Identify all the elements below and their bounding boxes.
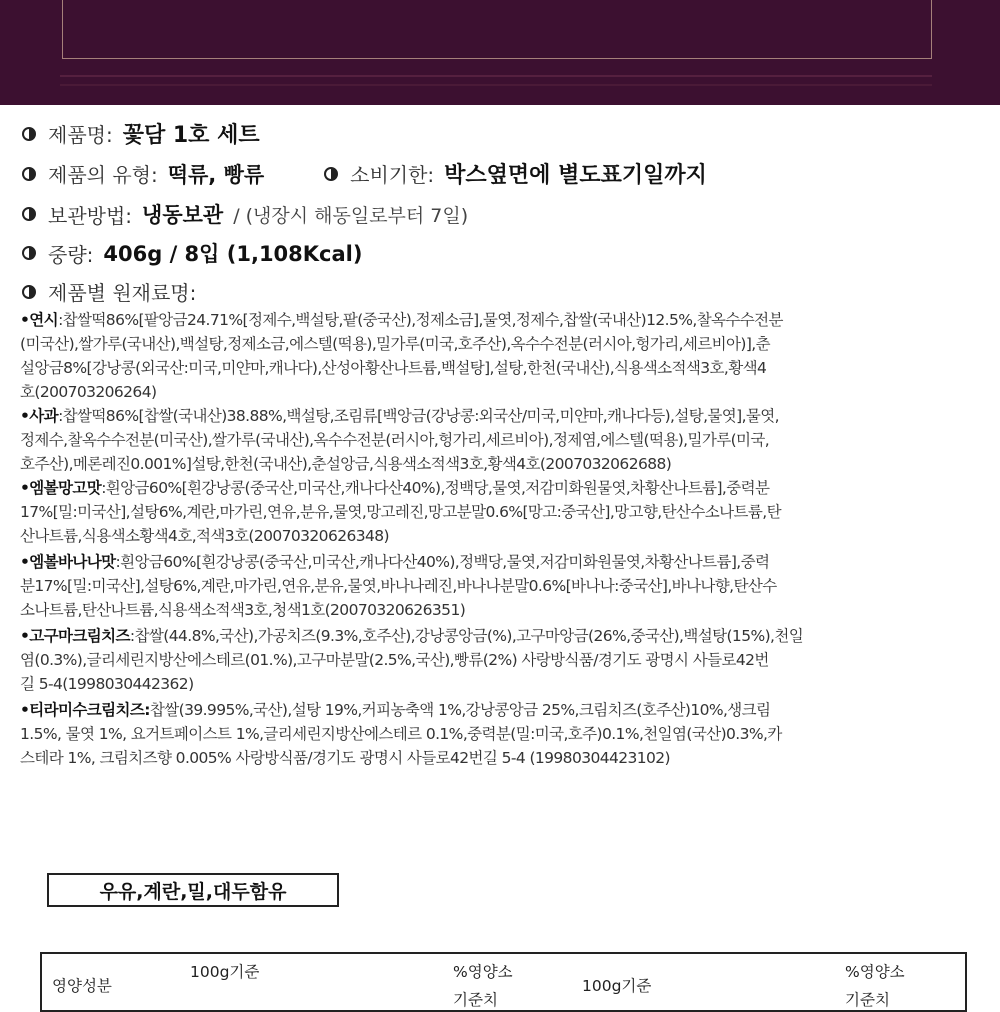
ingredient-item xyxy=(20,404,978,476)
ingredient-line xyxy=(20,524,978,548)
ingredient-text: 산나트륨,식용색소황색4호,적색3호(20070320626348) xyxy=(20,527,389,545)
ingredient-line xyxy=(20,380,978,404)
expiry-label: 소비기한: xyxy=(350,163,435,187)
ingredient-line xyxy=(20,356,978,380)
ingredient-text: 17%[밀:미국산],설탕6%,계란,마가린,연유,분유,물엿,망고레진,망고분말0.6%[망고:중국산],망고향,탄산수소나트륨,탄 xyxy=(20,503,781,521)
ingredient-text: 찹쌀(39.995%,국산),설탕 19%,커피농축액 1%,강낭콩앙금 25%,크림치즈(호주산)10%,생크림 xyxy=(149,701,771,719)
product-type-value: 떡류, 빵류 xyxy=(167,162,265,187)
ingredient-text: (미국산),쌀가루(국내산),백설탕,정제소금,에스텔(떡용),밀가루(미국,호주산),옥수수전분(러시아,헝가리,세르비아)],춘 xyxy=(20,335,770,353)
ingredient-text: :흰앙금60%[흰강낭콩(중국산,미국산,캐나다산40%),정백당,물엿,저감미화원물엿,차황산나트륨],중력분 xyxy=(101,479,770,497)
half-circle-bullet-icon xyxy=(22,127,36,141)
ingredient-text: 분17%[밀:미국산],설탕6%,계란,마가린,연유,분유,물엿,바나나레진,바나나분말0.6%[바나나:중국산],바나나향,탄산수 xyxy=(20,577,777,595)
banner-frame xyxy=(62,0,932,59)
weight-value: 406g / 8입 (1,108Kcal) xyxy=(103,242,363,266)
storage-note: / (냉장시 해동일로부터 7일) xyxy=(233,204,469,227)
ingredient-item xyxy=(20,308,978,404)
banner-divider xyxy=(60,75,932,77)
ingredient-text: :찹쌀떡86%[찹쌀(국내산)38.88%,백설탕,조림류[백앙금(강낭콩:외국산/미국,미얀마,캐나다등),설탕,물엿],물엿, xyxy=(58,407,780,425)
ingredient-text: :찹쌀떡86%[팥앙금24.71%[정제수,백설탕,팥(중국산),정제소금],물엿,정제수,찹쌀(국내산)12.5%,찰옥수수전분 xyxy=(58,311,783,329)
header-banner xyxy=(0,0,1000,105)
nutrition-header-cell: 100g기준 xyxy=(582,977,652,995)
ingredient-line xyxy=(20,722,978,746)
weight-row xyxy=(22,238,362,268)
half-circle-bullet-icon xyxy=(324,167,338,181)
ingredient-name: •사과 xyxy=(20,407,59,425)
ingredient-name: •엠볼망고맛 xyxy=(20,479,102,497)
nutrition-header-cell: %영양소 xyxy=(845,963,905,981)
ingredient-text: 1.5%, 물엿 1%, 요거트페이스트 1%,글리세린지방산에스테르 0.1%,중력분(밀:미국,호주)0.1%,천일염(국산)0.3%,카 xyxy=(20,725,782,743)
weight-label: 중량: xyxy=(48,242,94,267)
storage-label: 보관방법: xyxy=(48,203,133,228)
ingredient-text: :찹쌀(44.8%,국산),가공치즈(9.3%,호주산),강낭콩앙금(%),고구마앙금(26%,중국산),백설탕(15%),천일 xyxy=(129,627,804,645)
product-type-label: 제품의 유형: xyxy=(48,163,158,187)
ingredient-line xyxy=(20,476,978,500)
ingredient-line xyxy=(20,672,978,696)
half-circle-bullet-icon xyxy=(22,285,36,299)
product-name-label: 제품명: xyxy=(48,123,113,147)
ingredient-text: 염(0.3%),글리세린지방산에스테르(01.%),고구마분말(2.5%,국산),빵류(2%) 사랑방식품/경기도 광명시 사들로42번 xyxy=(20,651,769,669)
nutrition-header-cell: 기준치 xyxy=(845,991,890,1009)
nutrition-table xyxy=(40,952,967,1012)
product-type-row xyxy=(22,158,707,189)
ingredient-name: •엠볼바나나맛 xyxy=(20,553,116,571)
half-circle-bullet-icon xyxy=(22,246,36,260)
ingredient-text: 소나트륨,탄산나트륨,식용색소적색3호,청색1호(20070320626351) xyxy=(20,601,466,619)
allergen-box xyxy=(47,873,339,907)
ingredient-name: •티라미수크림치즈: xyxy=(20,701,150,719)
ingredient-line xyxy=(20,598,978,622)
nutrition-header-cell: 100g기준 xyxy=(190,963,260,981)
ingredients-list xyxy=(20,308,978,770)
ingredient-name: •연시 xyxy=(20,311,59,329)
ingredient-name: •고구마크림치즈 xyxy=(20,627,130,645)
ingredient-line xyxy=(20,746,978,770)
product-name-row xyxy=(22,118,260,149)
ingredient-line xyxy=(20,624,978,648)
expiry-value: 박스옆면에 별도표기일까지 xyxy=(444,163,707,188)
ingredient-text: 스테라 1%, 크림치즈향 0.005% 사랑방식품/경기도 광명시 사들로42번길 5-4 (19980304423102) xyxy=(20,749,671,767)
half-circle-bullet-icon xyxy=(22,207,36,221)
nutrition-header-cell: 기준치 xyxy=(453,991,498,1009)
ingredients-heading: 제품별 원재료명: xyxy=(48,281,197,305)
ingredient-text: 설앙금8%[강낭콩(외국산:미국,미얀마,캐나다),산성아황산나트륨,백설탕],설탕,한천(국내산),식용색소적색3호,황색4 xyxy=(20,359,767,377)
banner-divider xyxy=(60,84,932,86)
nutrition-header-cell: 영양성분 xyxy=(52,977,112,995)
ingredient-text: :흰앙금60%[흰강낭콩(중국산,미국산,캐나다산40%),정백당,물엿,저감미화원물엿,차황산나트륨],중력 xyxy=(115,553,770,571)
ingredient-line xyxy=(20,404,978,428)
storage-row xyxy=(22,199,468,229)
half-circle-bullet-icon xyxy=(22,167,36,181)
ingredient-item xyxy=(20,698,978,770)
ingredient-text: 호(200703206264) xyxy=(20,383,157,401)
product-name-value: 꽃담 1호 세트 xyxy=(122,123,260,148)
ingredient-item xyxy=(20,624,978,696)
allergen-text: 우유,계란,밀,대두함유 xyxy=(99,880,287,903)
ingredient-line xyxy=(20,574,978,598)
storage-value: 냉동보관 xyxy=(142,203,224,227)
ingredient-line xyxy=(20,428,978,452)
ingredient-line xyxy=(20,332,978,356)
ingredient-line xyxy=(20,452,978,476)
ingredient-line xyxy=(20,308,978,332)
ingredient-line xyxy=(20,648,978,672)
ingredients-heading-row xyxy=(22,277,196,306)
ingredient-text: 정제수,찰옥수수전분(미국산),쌀가루(국내산),옥수수전분(러시아,헝가리,세르비아),정제염,에스텔(떡용),밀가루(미국, xyxy=(20,431,770,449)
nutrition-header-cell: %영양소 xyxy=(453,963,513,981)
ingredient-line xyxy=(20,500,978,524)
ingredient-item xyxy=(20,550,978,622)
ingredient-text: 길 5-4(1998030442362) xyxy=(20,675,194,693)
ingredient-item xyxy=(20,476,978,548)
ingredient-line xyxy=(20,698,978,722)
ingredient-text: 호주산),메론레진0.001%]설탕,한천(국내산),춘설앙금,식용색소적색3호,황색4호(2007032062688) xyxy=(20,455,672,473)
ingredient-line xyxy=(20,550,978,574)
